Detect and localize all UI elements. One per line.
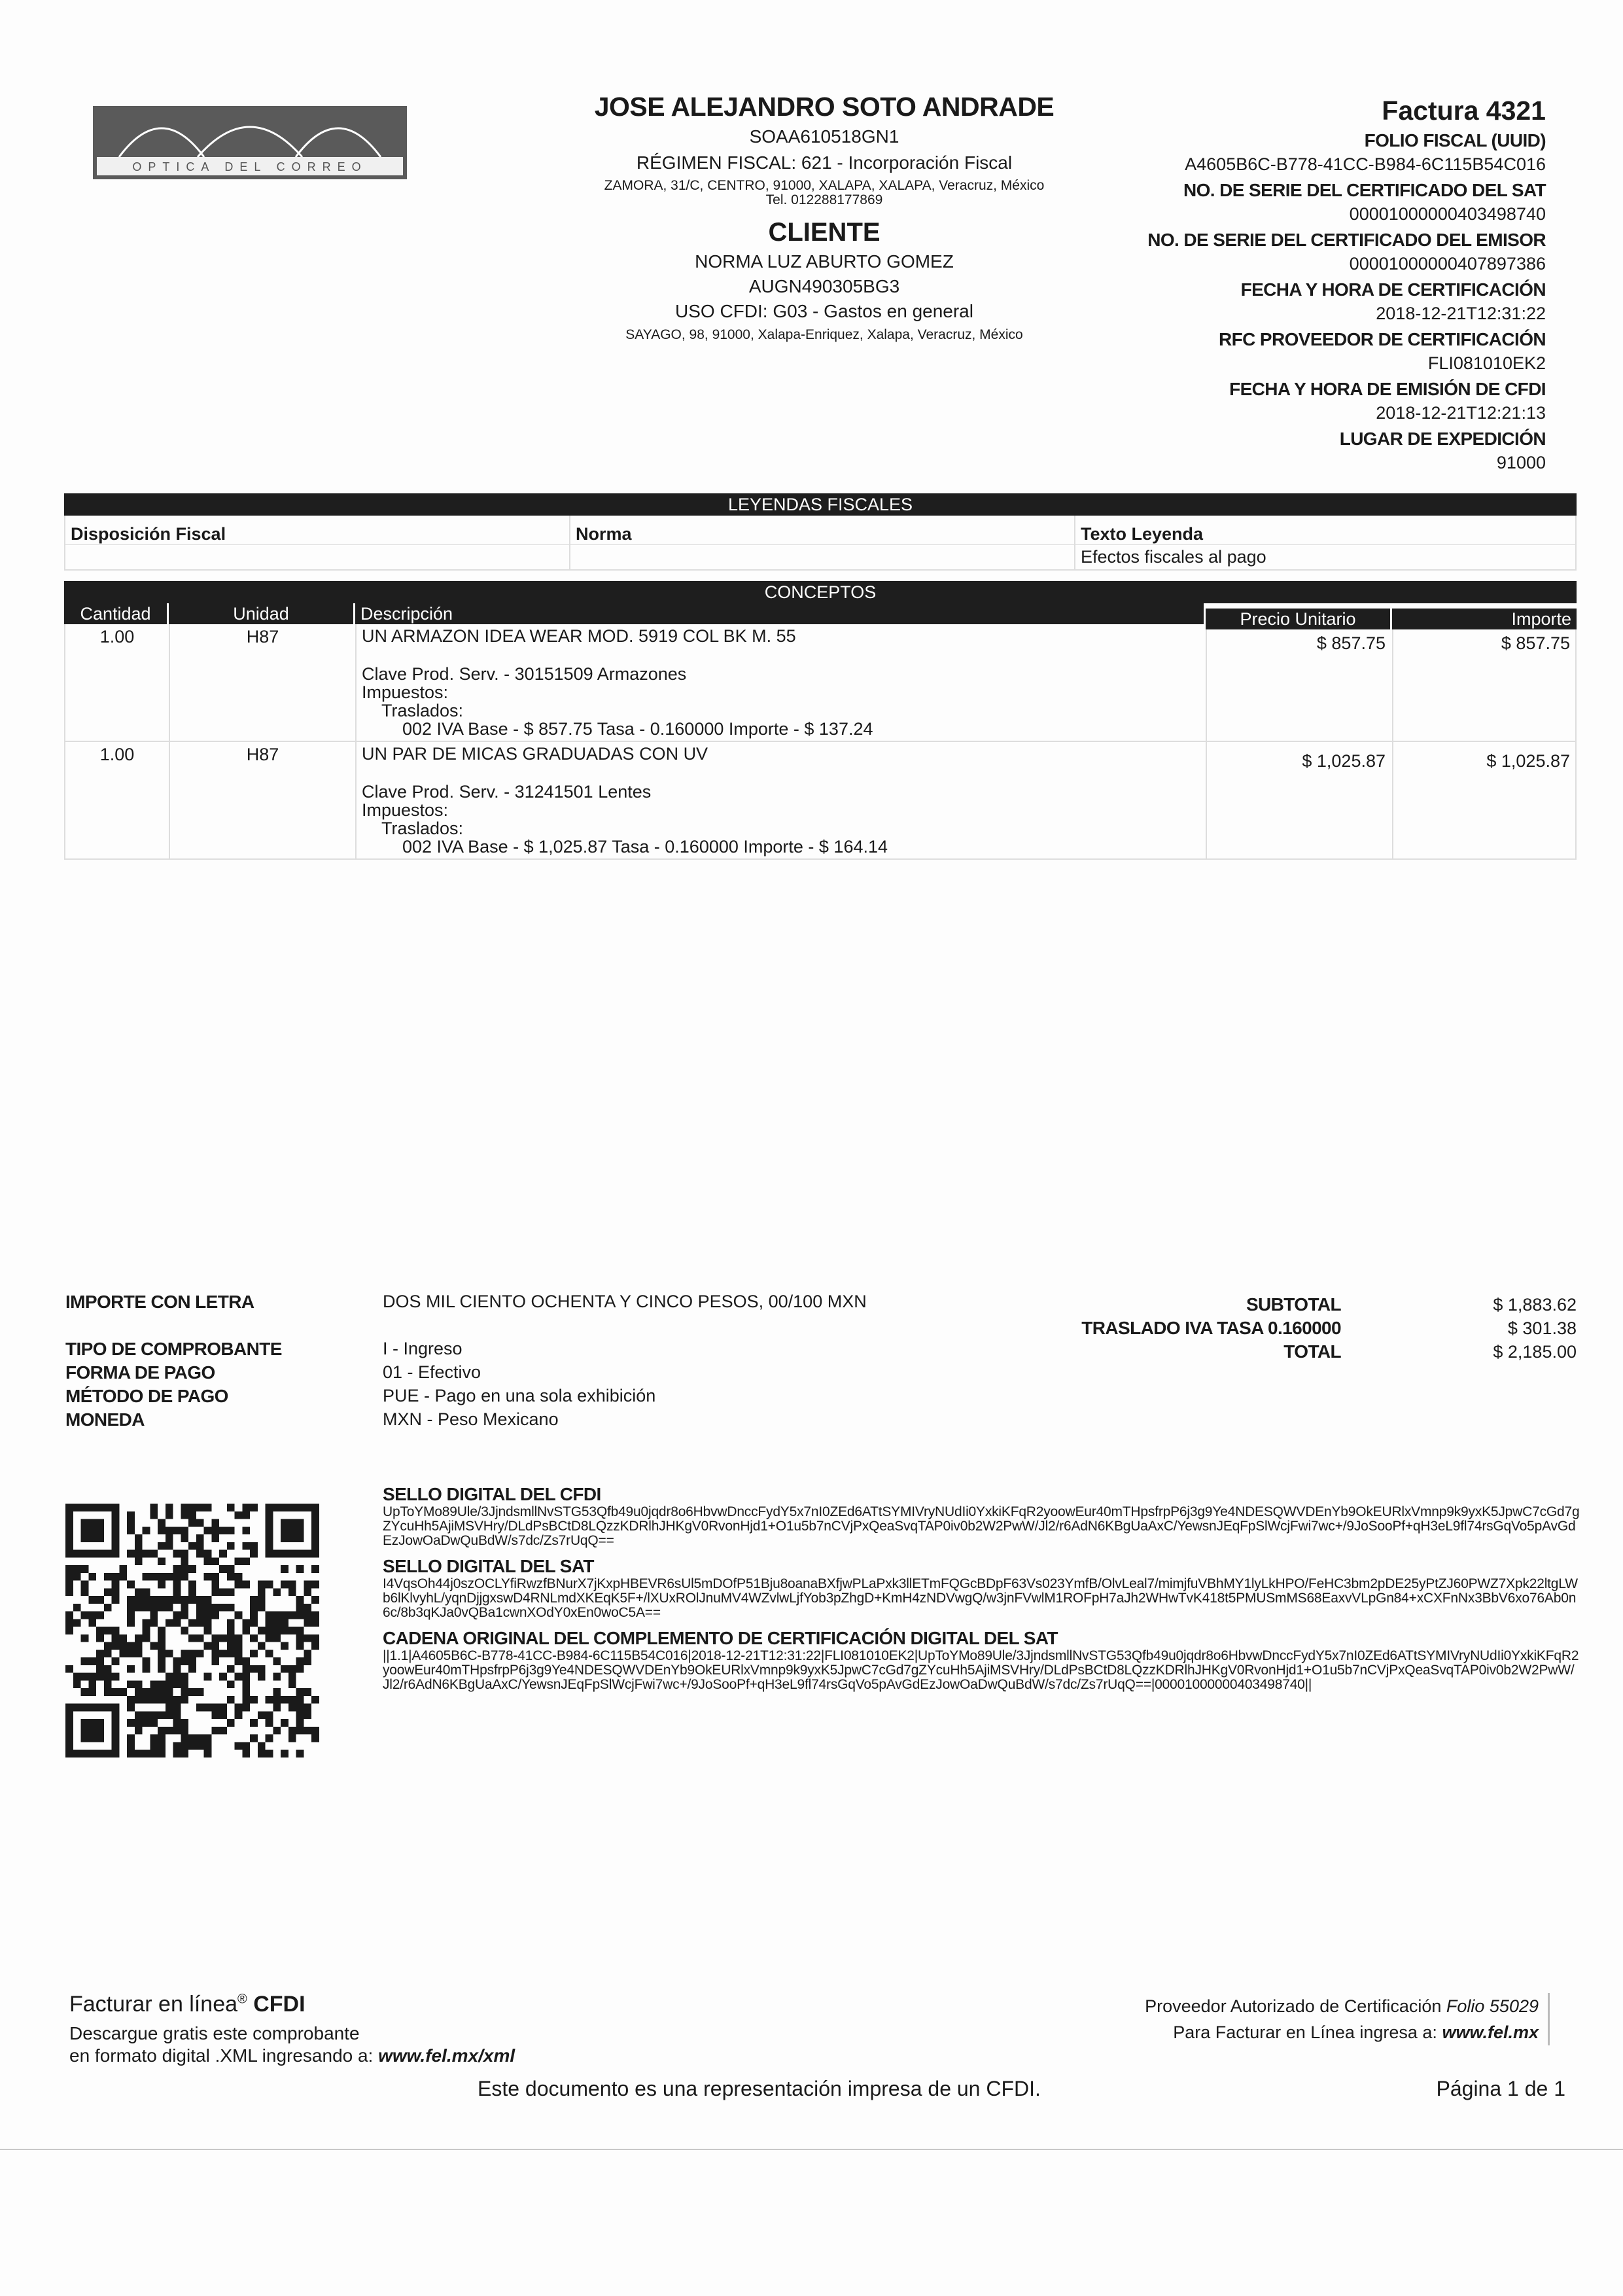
invoice-title: Factura 4321 bbox=[1382, 96, 1546, 126]
issuer-address-line: ZAMORA, 31/C, CENTRO, 91000, XALAPA, XALAPA, Veracruz, México bbox=[604, 178, 1045, 193]
footer-note: Este documento es una representación impresa de un CFDI. bbox=[478, 2077, 1041, 2100]
cell-descripcion bbox=[357, 742, 1207, 858]
subtotal-label: SUBTOTAL bbox=[1246, 1294, 1341, 1315]
field-label: RFC PROVEEDOR DE CERTIFICACIÓN bbox=[1218, 329, 1546, 349]
item-traslados: Traslados: bbox=[381, 701, 464, 720]
cadena-original-title: CADENA ORIGINAL DEL COMPLEMENTO DE CERTIFICACIÓN DIGITAL DEL SAT bbox=[383, 1628, 1058, 1648]
field-value: 00001000000403498740 bbox=[1349, 204, 1546, 224]
header-norma: Norma bbox=[570, 516, 1075, 544]
conceptos-table bbox=[64, 581, 1577, 860]
cadena-original-value: ||1.1|A4605B6C-B778-41CC-B984-6C115B54C016|2018-12-21T12:31:22|FLI081010EK2|UpToYMo89Ule/3JjndsmllNvSTG53Qfb49u0jqdr8o6HbvwDnccFydY5x7nI0ZEd6ATtSYMIVryNUdIi0YxkiKFqR2yoowEur40mTHpsfrpP6j3g9Ye4NDESQWVDEnYb9OkEURlxVmnp9k9yxK5JpwC7cGd7gZYcuHh5AjiMSVHry/DLdPsBCtD8LQzzKDRlhJHKgV0RvonHjd1+O1u5b7nCVjPxQeaSvqTAP0iv0b2W2PwW/Jl2/r6AdN6KBgUaAxC/YewsnJEqFpSlWcjFwi7wc+/9JoSooPf+qH3eL9fl74rsGqVo5pAvGdEzJowOaDwQuBdW/s7dc/Zs7rUqQ==|00001000000403498740|| bbox=[383, 1648, 1579, 1692]
subtotal-value: $ 1,883.62 bbox=[1493, 1294, 1577, 1315]
conceptos-title: CONCEPTOS bbox=[64, 581, 1577, 603]
leyendas-header bbox=[64, 516, 1577, 544]
issuer-phone: Tel. 012288177869 bbox=[765, 192, 883, 207]
iva-label: TRASLADO IVA TASA 0.160000 bbox=[1081, 1318, 1341, 1338]
item-impuestos: Impuestos: bbox=[362, 682, 449, 702]
field-label: LUGAR DE EXPEDICIÓN bbox=[1339, 429, 1546, 449]
item-description: UN ARMAZON IDEA WEAR MOD. 5919 COL BK M. 55 bbox=[362, 626, 796, 646]
moneda-value: MXN - Peso Mexicano bbox=[383, 1409, 559, 1429]
field-label: FOLIO FISCAL (UUID) bbox=[1364, 130, 1546, 150]
cell-importe: $ 857.75 bbox=[1501, 633, 1570, 653]
metodo-pago-value: PUE - Pago en una sola exhibición bbox=[383, 1386, 656, 1405]
cell-unidad: H87 bbox=[170, 624, 357, 741]
bottom-rule bbox=[0, 2149, 1623, 2150]
forma-pago-value: 01 - Efectivo bbox=[383, 1362, 481, 1382]
footer-proveedor: Proveedor Autorizado de Certificación bbox=[1145, 1996, 1442, 2016]
optica-del-correo-logo bbox=[93, 106, 407, 179]
field-label: NO. DE SERIE DEL CERTIFICADO DEL SAT bbox=[1183, 180, 1546, 200]
cell-importe: $ 1,025.87 bbox=[1486, 751, 1570, 771]
cell-texto-leyenda: Efectos fiscales al pago bbox=[1081, 547, 1266, 567]
header-texto-leyenda: Texto Leyenda bbox=[1081, 524, 1204, 544]
cell-unidad: H87 bbox=[170, 742, 357, 858]
iva-value: $ 301.38 bbox=[1507, 1318, 1577, 1338]
header-descripcion: Descripción bbox=[355, 603, 1206, 624]
client-rfc: AUGN490305BG3 bbox=[748, 276, 900, 296]
item-traslados: Traslados: bbox=[381, 819, 464, 838]
qr-code bbox=[65, 1504, 319, 1757]
importe-letra-value: DOS MIL CIENTO OCHENTA Y CINCO PESOS, 00/100 MXN bbox=[383, 1292, 867, 1311]
tipo-comprobante-label: TIPO DE COMPROBANTE bbox=[65, 1339, 282, 1359]
cell-norma bbox=[570, 545, 1075, 569]
client-name: NORMA LUZ ABURTO GOMEZ bbox=[695, 251, 954, 272]
footer-folio: Folio 55029 bbox=[1446, 1996, 1539, 2016]
sello-cfdi-value: UpToYMo89Ule/3JjndsmllNvSTG53Qfb49u0jqdr8o6HbvwDnccFydY5x7nI0ZEd6ATtSYMIVryNUdIi0YxkiKFqR2yoowEur40mTHpsfrpP6j3g9Ye4NDESQWVDEnYb9OkEURlxVmnp9k9yxK5JpwC7cGd7gZYcuHh5AjiMSVHry/DLdPsBCtD8LQzzKDRlhJHKgV0RvonHjd1+O1u5b7nCVjPxQeaSvqTAP0iv0b2W2PwW/Jl2/r6AdN6KBgUaAxC/YewsnJEqFpSlWcjFwi7wc+/9JoSooPf+qH3eL9fl74rsGqVo5pAvGdEzJowOaDwQuBdW/s7dc/Zs7rUqQ== bbox=[383, 1504, 1580, 1548]
footer-desc-line1: Descargue gratis este comprobante bbox=[69, 2023, 360, 2043]
field-value: A4605B6C-B778-41CC-B984-6C115B54C016 bbox=[1185, 154, 1546, 174]
field-label: FECHA Y HORA DE CERTIFICACIÓN bbox=[1240, 279, 1546, 300]
forma-pago-label: FORMA DE PAGO bbox=[65, 1362, 215, 1383]
footer-fel-link[interactable]: www.fel.mx bbox=[1442, 2022, 1539, 2042]
client-title: CLIENTE bbox=[768, 218, 881, 247]
field-value: 00001000000407897386 bbox=[1349, 254, 1546, 274]
field-label: FECHA Y HORA DE EMISIÓN DE CFDI bbox=[1229, 379, 1546, 399]
item-iva: 002 IVA Base - $ 857.75 Tasa - 0.160000 Importe - $ 137.24 bbox=[402, 719, 873, 739]
cell-precio: $ 1,025.87 bbox=[1207, 742, 1393, 858]
item-clave: Clave Prod. Serv. - 31241501 Lentes bbox=[362, 782, 652, 802]
iva-row bbox=[1007, 1316, 1577, 1340]
invoice-details bbox=[1009, 96, 1546, 474]
footer-desc-line2: en formato digital .XML ingresando a: bbox=[69, 2045, 374, 2066]
issuer-rfc: SOAA610518GN1 bbox=[749, 126, 899, 147]
cell-descripcion bbox=[357, 624, 1207, 741]
cell-cantidad: 1.00 bbox=[65, 742, 170, 858]
moneda-label: MONEDA bbox=[65, 1409, 145, 1430]
footer-brand bbox=[69, 1992, 515, 2017]
leyendas-row bbox=[64, 544, 1577, 571]
footer-brand-cfdi: CFDI bbox=[253, 1992, 305, 2017]
item-description: UN PAR DE MICAS GRADUADAS CON UV bbox=[362, 744, 708, 764]
header-disposicion: Disposición Fiscal bbox=[65, 516, 570, 544]
footer-xml-link[interactable]: www.fel.mx/xml bbox=[378, 2045, 515, 2066]
table-row bbox=[64, 624, 1577, 742]
header-unidad: Unidad bbox=[169, 603, 355, 624]
importe-letra-label: IMPORTE CON LETRA bbox=[65, 1292, 254, 1312]
metodo-pago-label: MÉTODO DE PAGO bbox=[65, 1386, 228, 1406]
header-precio-unitario: Precio Unitario bbox=[1206, 609, 1392, 629]
logo-text: OPTICA DEL CORREO bbox=[132, 160, 368, 173]
total-row bbox=[1007, 1340, 1577, 1364]
footer-description bbox=[69, 2022, 515, 2067]
sello-sat-title: SELLO DIGITAL DEL SAT bbox=[383, 1556, 594, 1576]
item-iva: 002 IVA Base - $ 1,025.87 Tasa - 0.160000 Importe - $ 164.14 bbox=[402, 837, 888, 857]
subtotal-row bbox=[1007, 1293, 1577, 1316]
cell-disposicion bbox=[65, 545, 570, 569]
client-address: SAYAGO, 98, 91000, Xalapa-Enriquez, Xalapa, Veracruz, México bbox=[625, 327, 1023, 342]
leyendas-fiscales-table bbox=[64, 493, 1577, 571]
issuer-name: JOSE ALEJANDRO SOTO ANDRADE bbox=[594, 92, 1055, 122]
header-importe: Importe bbox=[1392, 609, 1577, 629]
sello-cfdi-title: SELLO DIGITAL DEL CFDI bbox=[383, 1484, 601, 1504]
field-value: FLI081010EK2 bbox=[1427, 353, 1546, 373]
conceptos-header bbox=[64, 581, 1577, 629]
field-value: 2018-12-21T12:31:22 bbox=[1376, 304, 1546, 323]
cell-precio: $ 857.75 bbox=[1207, 624, 1393, 741]
footer-left bbox=[69, 1992, 515, 2067]
footer-right bbox=[1145, 1993, 1550, 2045]
field-value: 2018-12-21T12:21:13 bbox=[1376, 403, 1546, 423]
field-value: 91000 bbox=[1496, 453, 1546, 472]
sellos-block bbox=[383, 1484, 1580, 1700]
leyendas-title: LEYENDAS FISCALES bbox=[64, 493, 1577, 516]
header-cantidad: Cantidad bbox=[64, 603, 169, 624]
qr-modules bbox=[65, 1504, 319, 1757]
table-row bbox=[64, 742, 1577, 860]
cell-cantidad: 1.00 bbox=[65, 624, 170, 741]
item-impuestos: Impuestos: bbox=[362, 800, 449, 820]
tipo-comprobante-value: I - Ingreso bbox=[383, 1339, 462, 1358]
footer-para-facturar: Para Facturar en Línea ingresa a: bbox=[1173, 2022, 1437, 2042]
total-value: $ 2,185.00 bbox=[1493, 1341, 1577, 1362]
client-uso-cfdi: USO CFDI: G03 - Gastos en general bbox=[675, 301, 973, 321]
field-label: NO. DE SERIE DEL CERTIFICADO DEL EMISOR bbox=[1147, 230, 1546, 250]
totals-block bbox=[1007, 1293, 1577, 1364]
footer-brand-reg: ® bbox=[237, 1992, 247, 2007]
page-number: Página 1 de 1 bbox=[1436, 2077, 1565, 2100]
sello-sat-value: I4VqsOh44j0szOCLYfiRwzfBNurX7jKxpHBEVR6sUl5mDOfP51Bju8oanaBXfjwPLaPxk3llETmFQGcBDpF63Vs023YmfB/OlvLeal7/mimjfuVBhMY1lyLkHPO/FeHC3bm2pDE25yPtZJ60PWZ7Xpk22ltgLWb6lKlvyhL/yqnDjjgxswD4RNLmdXKEqK5F+/lXUxROlJnuMV4WZvlwLjfYob3pZhgD+KmH4zNDVwgQ/w3jnFVwlM1ROFpH7aJh2WHwTvK418t5PMUSmMS68EaxvVLpGn84+xCXFnNx3BbV6xo76Ab0n6c/8b3qKJa0vQBa1cwnXOdY0xEn0woC5A== bbox=[383, 1576, 1578, 1620]
item-clave: Clave Prod. Serv. - 30151509 Armazones bbox=[362, 664, 687, 684]
footer-brand-name: Facturar en línea bbox=[69, 1992, 238, 2017]
total-label: TOTAL bbox=[1283, 1341, 1341, 1362]
issuer-regimen: RÉGIMEN FISCAL: 621 - Incorporación Fiscal bbox=[636, 152, 1013, 173]
